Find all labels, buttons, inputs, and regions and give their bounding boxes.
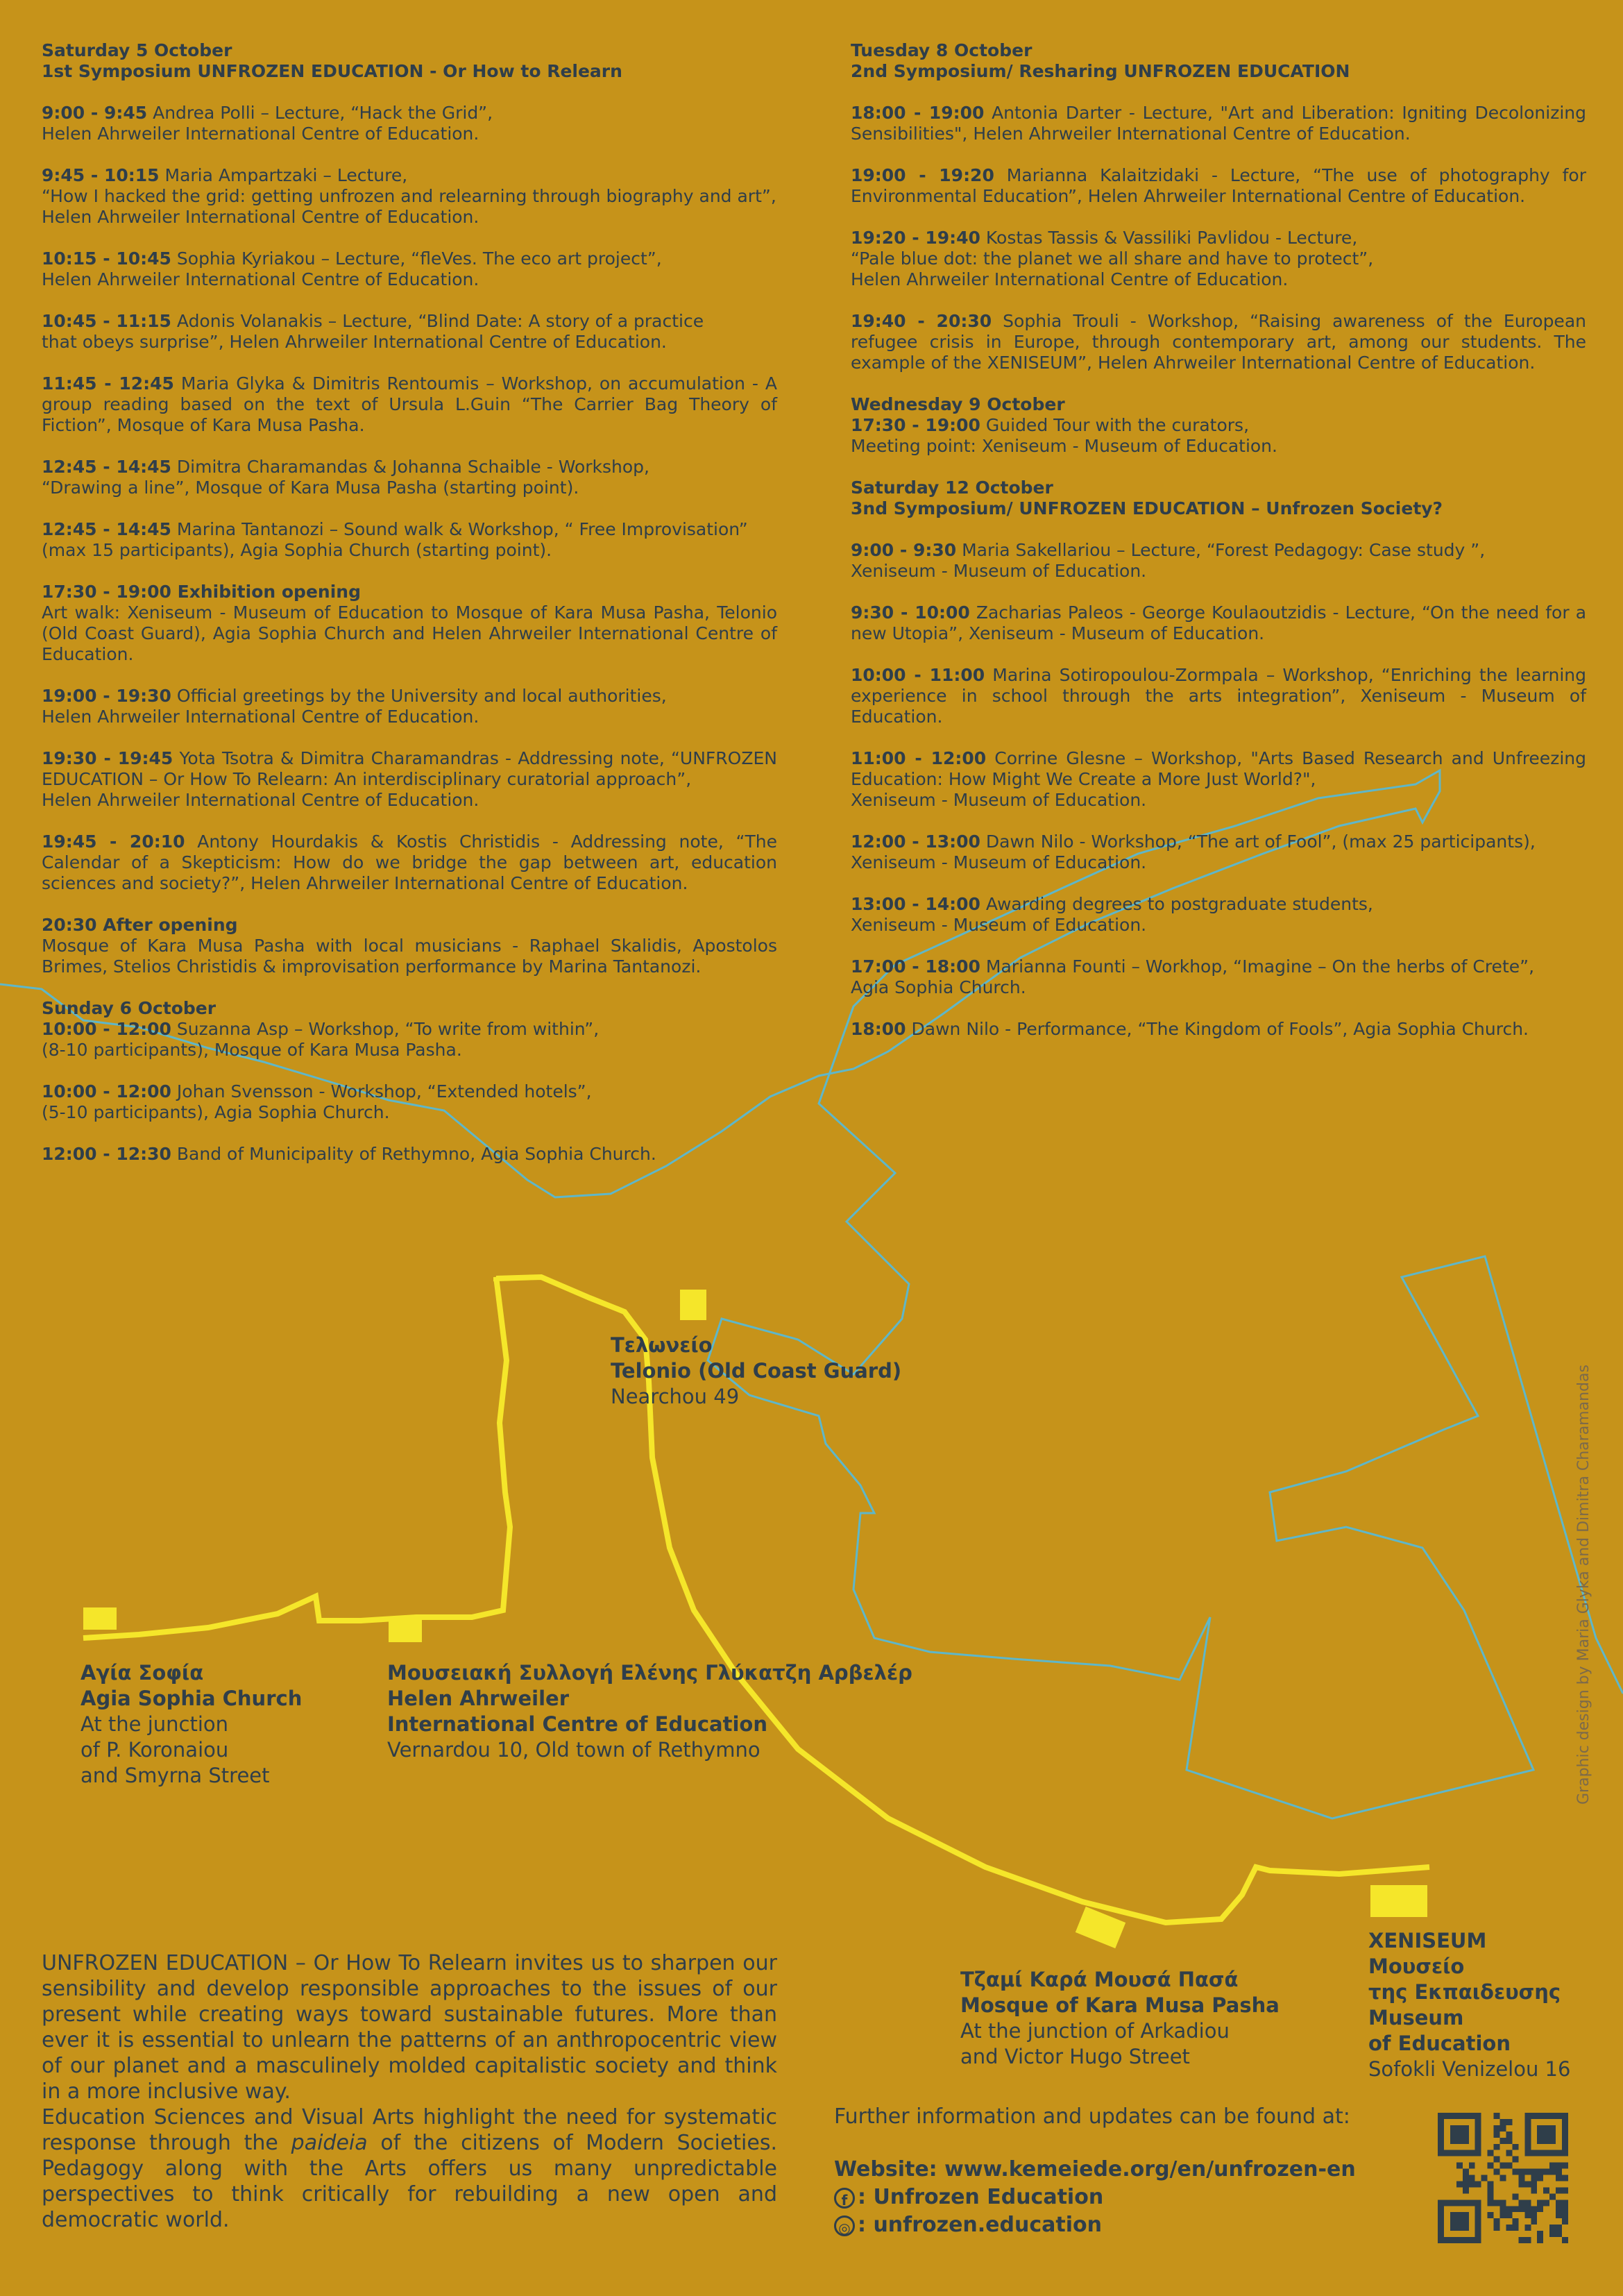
location-telonio xyxy=(611,1333,901,1410)
entry-time: 19:20 - 19:40 xyxy=(851,228,980,248)
agia-sophia-address-2: of P. Koronaiou xyxy=(80,1738,229,1762)
entry-text: Maria Ampartzaki – Lecture, “How I hacked the grid: getting unfrozen and relearning through biography and art”, Helen Ahrweiler International Centre of Education. xyxy=(42,165,776,227)
schedule-entry xyxy=(851,956,1586,998)
entry-time: 12:00 - 12:30 xyxy=(42,1144,171,1164)
entry-time: 10:15 - 10:45 xyxy=(42,248,171,269)
mosque-address-1: At the junction of Arkadiou xyxy=(960,2019,1230,2043)
entry-time: 17:30 - 19:00 xyxy=(851,415,980,435)
schedule-entry xyxy=(42,915,777,977)
helen-address: Vernardou 10, Old town of Rethymno xyxy=(387,1738,760,1762)
entry-time: 17:00 - 18:00 xyxy=(851,956,980,977)
schedule-entry xyxy=(851,228,1586,290)
intro-text xyxy=(42,1950,777,2233)
intro-paragraph-2 xyxy=(42,2104,777,2233)
helen-greek: Μουσειακή Συλλογή Ελένης Γλύκατζη Αρβελέρ xyxy=(387,1661,912,1685)
schedule-entry xyxy=(851,832,1586,873)
entry-text: Johan Svensson - Workshop, “Extended hotels”, (5-10 participants), Agia Sophia Church. xyxy=(42,1081,592,1122)
entry-text: Andrea Polli – Lecture, “Hack the Grid”, Helen Ahrweiler International Centre of Education. xyxy=(42,103,493,144)
entry-text: Marianna Founti – Workhop, “Imagine – On the herbs of Crete”, Agia Sophia Church. xyxy=(851,956,1535,997)
facebook-icon: f xyxy=(834,2188,855,2209)
telonio-greek: Τελωνείο xyxy=(611,1333,713,1357)
entry-text: Band of Municipality of Rethymno, Agia Sophia Church. xyxy=(171,1144,656,1164)
entry-time: 19:00 - 19:20 xyxy=(851,165,994,185)
entry-time: 18:00 - 19:00 xyxy=(851,103,985,123)
schedule-entry xyxy=(42,686,777,727)
info-lead: Further information and updates can be found at: xyxy=(834,2104,1350,2129)
schedule-entry xyxy=(851,165,1586,207)
entry-text: Zacharias Paleos - George Koulaoutzidis - Lecture, “On the need for a new Utopia”, Xeniseum - Museum of Education. xyxy=(851,602,1587,643)
helen-english-1: Helen Ahrweiler xyxy=(387,1687,569,1710)
schedule-entry xyxy=(851,103,1586,144)
entry-time: 12:45 - 14:45 xyxy=(42,519,171,539)
xeniseum-line-3: της Εκπαιδευσης xyxy=(1368,1980,1561,2004)
symposium-1-title: 1st Symposium UNFROZEN EDUCATION - Or How to Relearn xyxy=(42,61,622,81)
intro-p2-a: Education Sciences and Visual Arts highlight the need for systematic response through the xyxy=(42,2105,777,2155)
schedule-entry xyxy=(42,1081,777,1123)
schedule-entry xyxy=(851,540,1586,582)
entry-text: Art walk: Xeniseum - Museum of Education to Mosque of Kara Musa Pasha, Telonio (Old Coast Guard), Agia Sophia Church and Helen Ahrweiler International Centre of Education. xyxy=(42,602,777,664)
symposium-2-title: 2nd Symposium/ Resharing UNFROZEN EDUCATION xyxy=(851,61,1350,81)
schedule-entry xyxy=(42,248,777,290)
entry-time: 11:45 - 12:45 xyxy=(42,373,174,394)
xeniseum-line-2: Μουσείο xyxy=(1368,1955,1465,1978)
schedule-entry xyxy=(851,894,1586,936)
schedule-entry xyxy=(42,1019,777,1061)
location-helen-ahrweiler xyxy=(387,1660,912,1763)
entry-time: 19:45 - 20:10 xyxy=(42,832,185,852)
entry-text: Antonia Darter - Lecture, "Art and Liberation: Igniting Decolonizing Sensibilities", Helen Ahrweiler International Centre of Education. xyxy=(851,103,1586,144)
location-xeniseum xyxy=(1368,1928,1570,2082)
agia-sophia-english: Agia Sophia Church xyxy=(80,1687,303,1710)
day-heading-sun-6: Sunday 6 October xyxy=(42,998,216,1018)
mosque-greek: Τζαμί Καρά Μουσά Πασά xyxy=(960,1968,1239,1991)
entry-time: 19:40 - 20:30 xyxy=(851,311,992,331)
entry-time: 13:00 - 14:00 xyxy=(851,894,980,914)
symposium-3-title: 3nd Symposium/ UNFROZEN EDUCATION – Unfrozen Society? xyxy=(851,498,1443,518)
intro-p2-b: of the citizens of Modern Societies. Pedagogy along with the Arts offers us many unpredictable perspectives to think critically for rebuilding a new open and democratic world. xyxy=(42,2131,777,2232)
entry-text: Antony Hourdakis & Kostis Christidis - Addressing note, “The Calendar of a Skepticism: How do we bridge the gap between art, education sciences and society?”, Helen Ahrweiler International Centre of Education. xyxy=(42,832,777,893)
entry-time: 19:30 - 19:45 xyxy=(42,748,173,768)
qr-code[interactable] xyxy=(1438,2113,1568,2243)
design-credit: Graphic design by Maria Glyka and Dimitra Charamandas xyxy=(1575,1365,1592,1805)
entry-text: Corrine Glesne – Workshop, "Arts Based Research and Unfreezing Education: How Might We Create a More Just World?", Xeniseum - Museum of Education. xyxy=(851,748,1586,810)
entry-time: 12:00 - 13:00 xyxy=(851,832,980,852)
location-agia-sophia xyxy=(80,1660,302,1789)
entry-text: Marina Sotiropoulou-Zormpala – Workshop, “Enriching the learning experience in school through the arts integration”, Xeniseum - Museum of Education. xyxy=(851,665,1586,727)
schedule-entry xyxy=(42,103,777,144)
entry-text: Guided Tour with the curators, Meeting point: Xeniseum - Museum of Education. xyxy=(851,415,1277,456)
instagram-label: : unfrozen.education xyxy=(858,2213,1102,2237)
telonio-address: Nearchou 49 xyxy=(611,1385,740,1408)
entry-text: Maria Glyka & Dimitris Rentoumis – Workshop, on accumulation - A group reading based on the text of Ursula L.Guin “The Carrier Bag Theory of Fiction”, Mosque of Kara Musa Pasha. xyxy=(42,373,777,435)
day-heading-sat-12: Saturday 12 October xyxy=(851,478,1053,498)
schedule-entry xyxy=(42,457,777,498)
schedule-right-column xyxy=(851,40,1586,1061)
schedule-entry xyxy=(851,1019,1586,1040)
entry-text: Dawn Nilo - Performance, “The Kingdom of Fools”, Agia Sophia Church. xyxy=(906,1019,1529,1039)
entry-time: 10:45 - 11:15 xyxy=(42,311,171,331)
entry-text: Dawn Nilo - Workshop, “The art of Fool”, (max 25 participants), Xeniseum - Museum of Education. xyxy=(851,832,1536,872)
entry-time: 10:00 - 12:00 xyxy=(42,1019,171,1039)
day-heading-tue-8: Tuesday 8 October xyxy=(851,40,1033,60)
entry-time: 9:30 - 10:00 xyxy=(851,602,970,623)
entry-time: 19:00 - 19:30 xyxy=(42,686,171,706)
entry-time: 18:00 xyxy=(851,1019,906,1039)
instagram-icon: ◎ xyxy=(834,2215,855,2236)
sun-6-entries xyxy=(42,1019,777,1165)
location-mosque xyxy=(960,1967,1280,2070)
tue-8-entries xyxy=(851,103,1586,373)
entry-time: 17:30 - 19:00 Exhibition opening xyxy=(42,582,361,602)
marker-agia-sophia xyxy=(83,1607,117,1630)
entry-time: 11:00 - 12:00 xyxy=(851,748,987,768)
schedule-entry xyxy=(851,665,1586,727)
entry-time: 10:00 - 11:00 xyxy=(851,665,985,685)
agia-sophia-address-1: At the junction xyxy=(80,1712,229,1736)
schedule-entry xyxy=(851,602,1586,644)
xeniseum-address: Sofokli Venizelou 16 xyxy=(1368,2057,1571,2081)
entry-text: Kostas Tassis & Vassiliki Pavlidou - Lecture, “Pale blue dot: the planet we all share and have to protect”, Helen Ahrweiler International Centre of Education. xyxy=(851,228,1374,289)
marker-telonio xyxy=(680,1290,706,1320)
entry-time: 9:00 - 9:45 xyxy=(42,103,148,123)
schedule-entry xyxy=(851,311,1586,373)
entry-text: Suzanna Asp – Workshop, “To write from within”, (8-10 participants), Mosque of Kara Musa Pasha. xyxy=(42,1019,600,1060)
schedule-left-column xyxy=(42,40,777,1185)
entry-text: Sophia Trouli - Workshop, “Raising awareness of the European refugee crisis in Europe, through contemporary art, among our students. The example of the XENISEUM”, Helen Ahrweiler International Centre of Education. xyxy=(851,311,1586,373)
marker-helen xyxy=(389,1620,422,1642)
entry-text: Maria Sakellariou – Lecture, “Forest Pedagogy: Case study ”, Xeniseum - Museum of Education. xyxy=(851,540,1486,581)
schedule-entry xyxy=(42,582,777,665)
day-heading-sat-5: Saturday 5 October xyxy=(42,40,232,60)
agia-sophia-address-3: and Smyrna Street xyxy=(80,1764,270,1787)
mosque-address-2: and Victor Hugo Street xyxy=(960,2045,1190,2068)
sat-5-entries xyxy=(42,103,777,977)
entry-text: Dimitra Charamandas & Johanna Schaible - Workshop, “Drawing a line”, Mosque of Kara Musa Pasha (starting point). xyxy=(42,457,649,498)
intro-p2-em: paideia xyxy=(291,2131,368,2155)
entry-time: 12:45 - 14:45 xyxy=(42,457,171,477)
schedule-entry xyxy=(42,1144,777,1165)
xeniseum-line-1: XENISEUM xyxy=(1368,1929,1487,1952)
mosque-english: Mosque of Kara Musa Pasha xyxy=(960,1993,1280,2017)
telonio-english: Telonio (Old Coast Guard) xyxy=(611,1359,902,1383)
info-block xyxy=(834,2103,1356,2239)
entry-text: Marianna Kalaitzidaki - Lecture, “The use of photography for Environmental Education”, Helen Ahrweiler International Centre of Education. xyxy=(851,165,1586,206)
website-link[interactable]: Website: www.kemeiede.org/en/unfrozen-en xyxy=(834,2157,1356,2181)
helen-english-2: International Centre of Education xyxy=(387,1712,767,1736)
entry-text: Sophia Kyriakou – Lecture, “fleVes. The eco art project”, Helen Ahrweiler International Centre of Education. xyxy=(42,248,662,289)
schedule-entry xyxy=(42,519,777,561)
day-heading-wed-9: Wednesday 9 October xyxy=(851,394,1065,414)
entry-text: Marina Tantanozi – Sound walk & Workshop, “ Free Improvisation” (max 15 participants), Agia Sophia Church (starting point). xyxy=(42,519,748,560)
entry-text: Awarding degrees to postgraduate students, Xeniseum - Museum of Education. xyxy=(851,894,1373,935)
facebook-link[interactable] xyxy=(834,2184,1356,2211)
entry-text: Adonis Volanakis – Lecture, “Blind Date: A story of a practice that obeys surprise”, Helen Ahrweiler International Centre of Education. xyxy=(42,311,704,352)
xeniseum-line-4: Museum xyxy=(1368,2006,1464,2029)
schedule-entry xyxy=(42,748,777,811)
xeniseum-line-5: of Education xyxy=(1368,2032,1511,2055)
instagram-link[interactable] xyxy=(834,2211,1356,2239)
sat-12-entries xyxy=(851,540,1586,1040)
marker-xeniseum xyxy=(1370,1885,1427,1917)
entry-text: Yota Tsotra & Dimitra Charamandras - Addressing note, “UNFROZEN EDUCATION – Or How To Relearn: An interdisciplinary curatorial approach”, Helen Ahrweiler International Centre of Education. xyxy=(42,748,777,810)
schedule-entry xyxy=(42,832,777,894)
entry-time: 20:30 After opening xyxy=(42,915,238,935)
schedule-entry xyxy=(851,748,1586,811)
schedule-entry xyxy=(42,165,777,228)
entry-text: Official greetings by the University and local authorities, Helen Ahrweiler International Centre of Education. xyxy=(42,686,667,727)
schedule-entry xyxy=(42,311,777,353)
facebook-label: : Unfrozen Education xyxy=(858,2185,1104,2209)
schedule-entry xyxy=(851,415,1586,457)
entry-text: Mosque of Kara Musa Pasha with local musicians - Raphael Skalidis, Apostolos Brimes, Stelios Christidis & improvisation performance by Marina Tantanozi. xyxy=(42,936,777,977)
intro-paragraph-1: UNFROZEN EDUCATION – Or How To Relearn invites us to sharpen our sensibility and develop responsible approaches to the issues of our present while creating ways toward sustainable futures. More than ever it is essential to unlearn the patterns of an anthropocentric view of our planet and a masculinely molded capitalistic society and think in a more inclusive way. xyxy=(42,1951,777,2104)
entry-time: 9:45 - 10:15 xyxy=(42,165,160,185)
agia-sophia-greek: Αγία Σοφία xyxy=(80,1661,204,1685)
entry-time: 10:00 - 12:00 xyxy=(42,1081,171,1101)
schedule-entry xyxy=(42,373,777,436)
entry-time: 9:00 - 9:30 xyxy=(851,540,957,560)
